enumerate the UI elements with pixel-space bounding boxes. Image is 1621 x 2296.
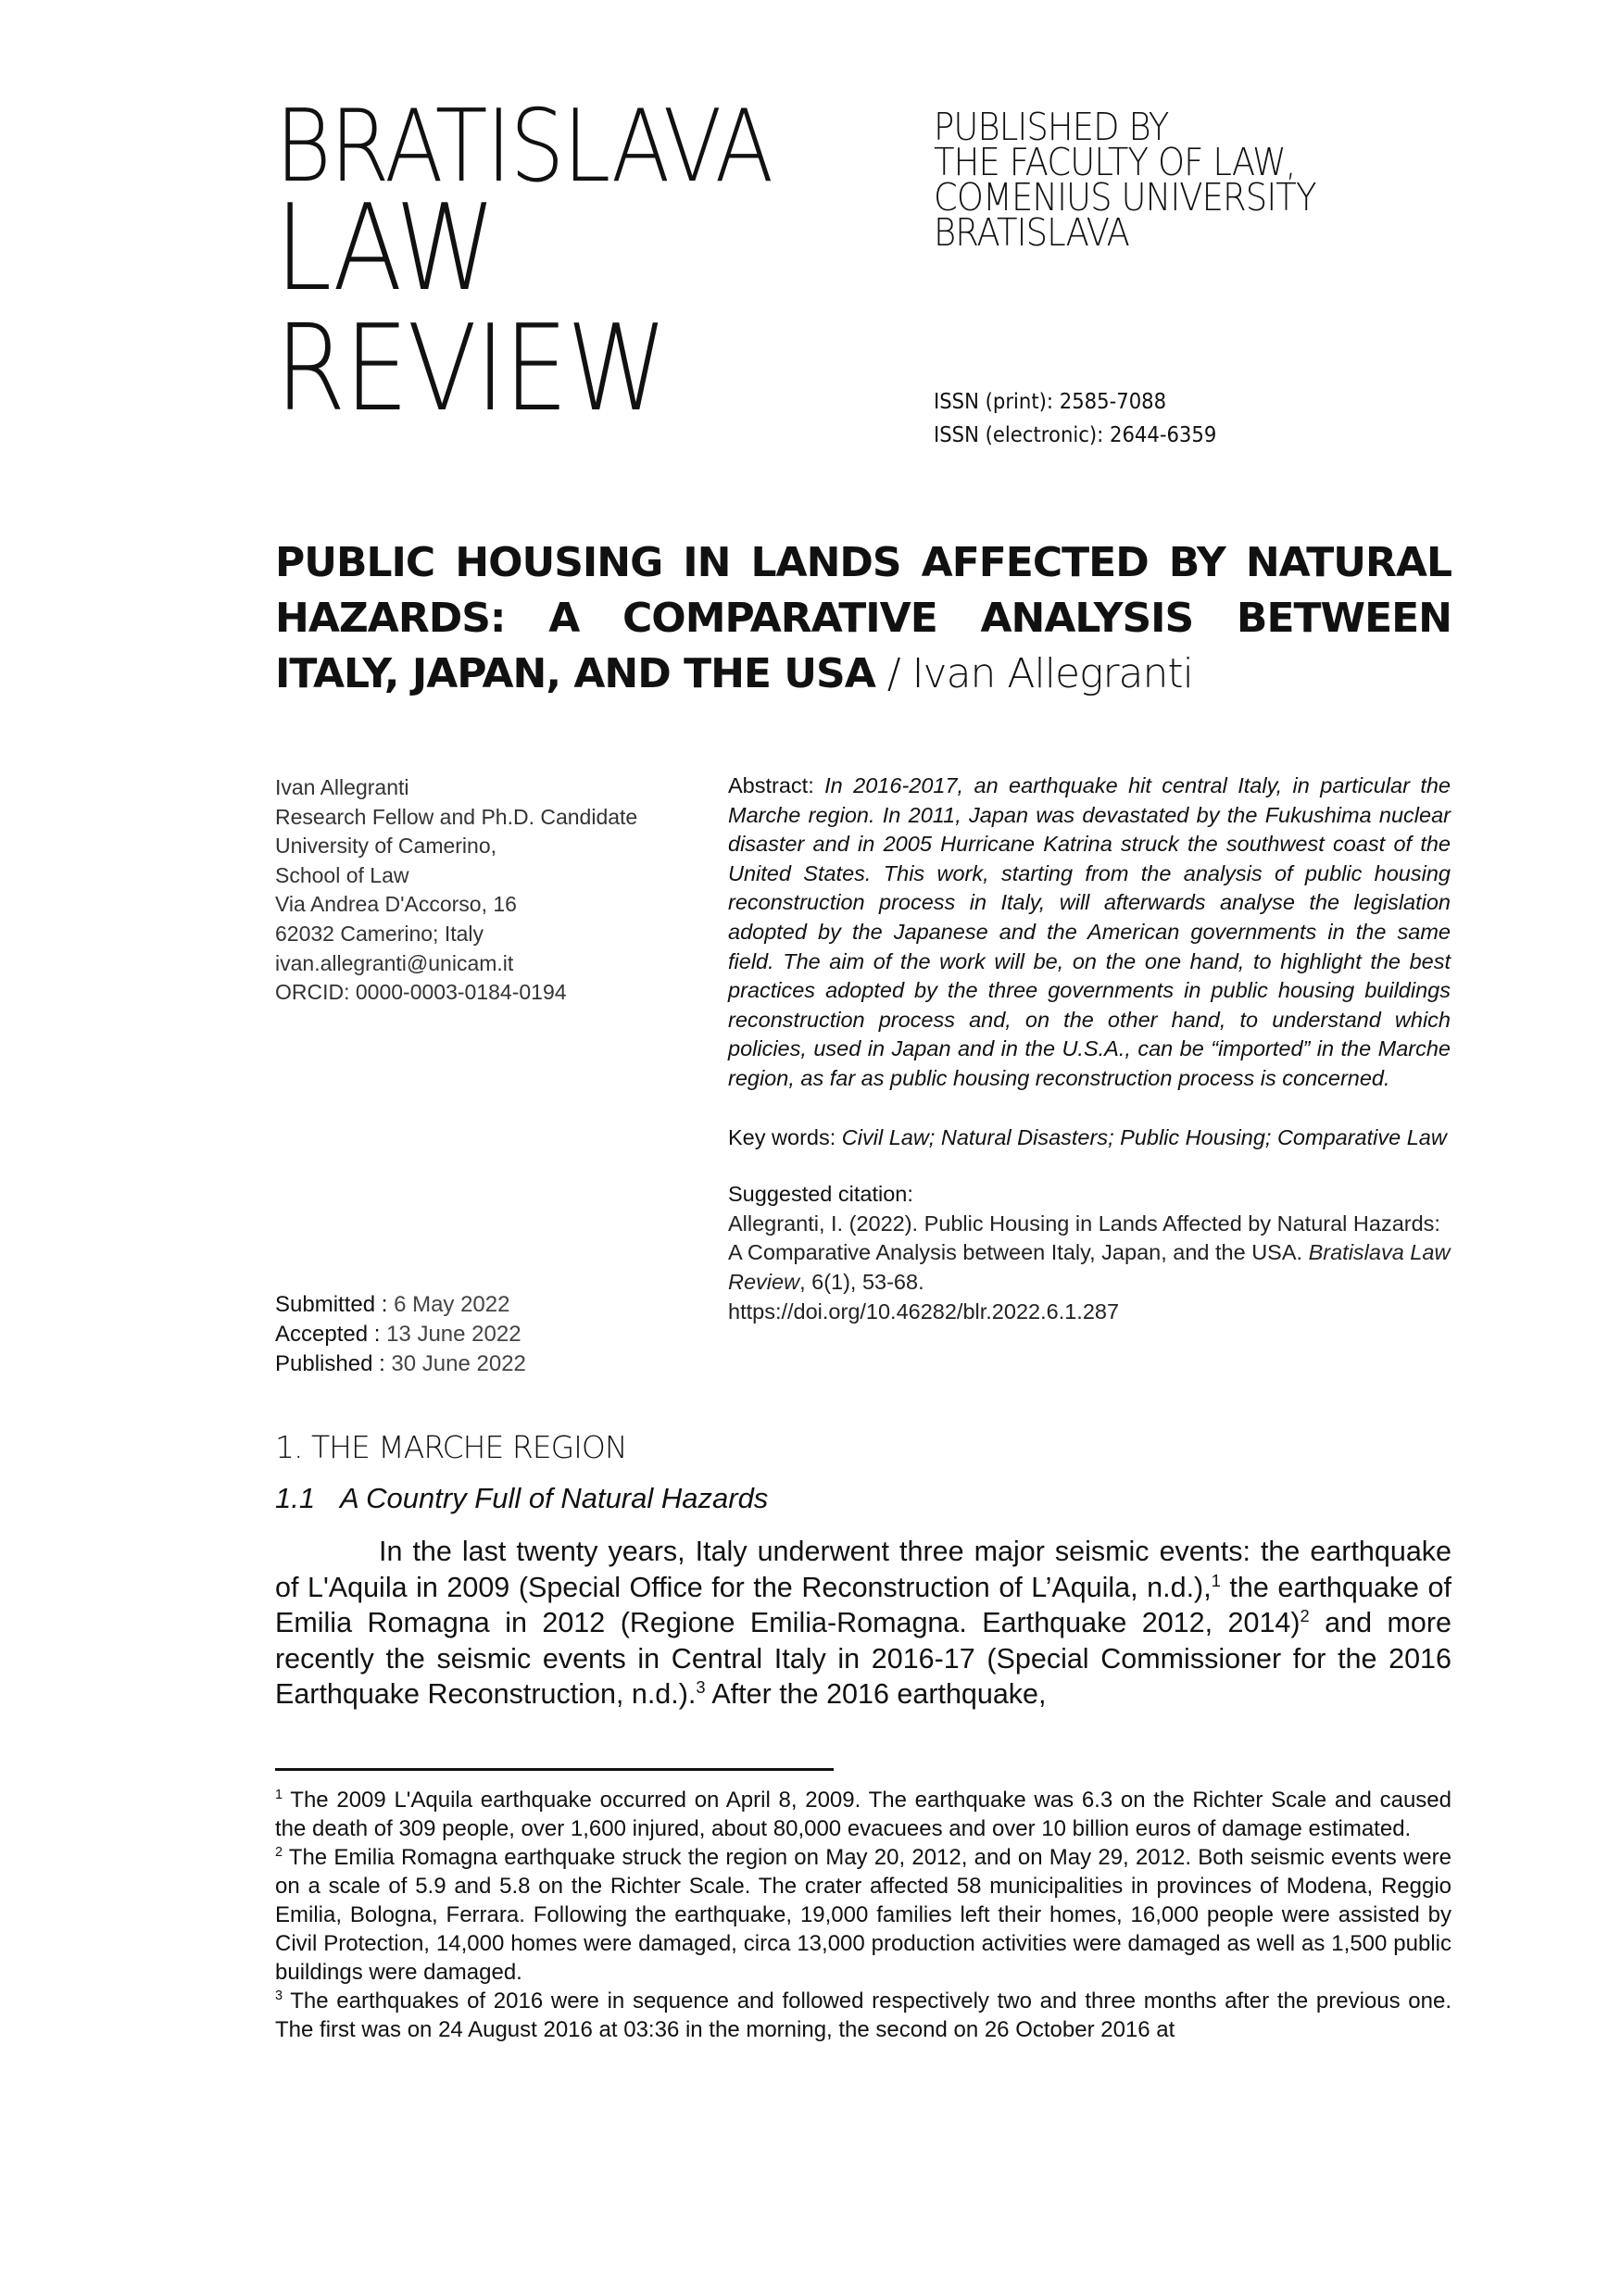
footnotes (275, 1786, 1451, 2044)
submitted-row (275, 1290, 526, 1320)
published-value: 30 June 2022 (391, 1351, 526, 1376)
publisher-line: COMENIUS UNIVERSITY (934, 175, 1316, 220)
keywords-text: Civil Law; Natural Disasters; Public Housing; Comparative Law (841, 1124, 1447, 1149)
subsection-heading (275, 1482, 768, 1515)
publisher-line: BRATISLAVA (934, 210, 1129, 255)
footnote-ref-3[interactable]: 3 (696, 1676, 706, 1697)
author-name: Ivan Allegranti (275, 775, 409, 799)
author-email[interactable]: ivan.allegranti@unicam.it (275, 950, 514, 975)
citation-volume: , 6(1), 53-68. (799, 1269, 924, 1294)
citation-doi-link[interactable]: https://doi.org/10.46282/blr.2022.6.1.287 (728, 1299, 1120, 1324)
accepted-value: 13 June 2022 (386, 1322, 521, 1347)
article-title-text: PUBLIC HOUSING IN LANDS AFFECTED BY NATURAL HAZARDS: A COMPARATIVE ANALYSIS BETWEEN ITALY, JAPAN, AND THE USA (275, 539, 1451, 697)
section-heading: 1. THE MARCHE REGION (275, 1429, 627, 1465)
issn-electronic: ISSN (electronic): 2644-6359 (934, 423, 1217, 447)
paragraph-text: After the 2016 earthquake, (705, 1678, 1047, 1710)
body-paragraph (275, 1534, 1451, 1713)
subsection-title: A Country Full of Natural Hazards (340, 1482, 769, 1514)
submitted-label: Submitted : (275, 1292, 395, 1317)
accepted-row (275, 1320, 526, 1349)
author-orcid: ORCID: 0000-0003-0184-0194 (275, 980, 567, 1005)
published-row (275, 1349, 526, 1379)
footnote-text: The earthquakes of 2016 were in sequence and followed respectively two and three months after the previous one. The first was on 24 August 2016 at 03:36 in the morning, the second on 26 October 2016 at (275, 1989, 1451, 2042)
author-university: University of Camerino, (275, 834, 497, 859)
citation-journal: Bratislava Law Review (728, 1240, 1451, 1294)
author-position: Research Fellow and Ph.D. Candidate (275, 804, 638, 829)
footnote-number: 3 (275, 1989, 283, 2003)
abstract (728, 772, 1451, 1094)
footnote-number: 2 (275, 1845, 283, 1860)
journal-name-line2: LAW (275, 180, 495, 318)
footnote-divider (275, 1768, 834, 1771)
footnote-1 (275, 1786, 1451, 1843)
journal-name-line1: BRATISLAVA (275, 89, 773, 205)
footnote-ref-1[interactable]: 1 (1211, 1570, 1221, 1590)
article-title-author: / Ivan Allegranti (874, 650, 1193, 697)
footnote-ref-2[interactable]: 2 (1300, 1605, 1310, 1625)
author-school: School of Law (275, 862, 409, 887)
footnote-text: The Emilia Romagna earthquake struck the region on May 20, 2012, and on May 29, 2012. Both seismic events were on a scale of 5.9 and 5.8 on the Richter Scale. The crater affected 58 municipalities in provinces of Modena, Reggio Emilia, Bologna, Ferrara. Following the earthquake, 19,000 families left their homes, 16,000 people were assisted by Civil Protection, 14,000 homes were damaged, circa 13,000 production activities were damaged as well as 1,500 public buildings were damaged. (275, 1845, 1451, 1985)
published-label: Published : (275, 1351, 392, 1376)
citation-label: Suggested citation: (728, 1182, 913, 1207)
paragraph-text: In the last twenty years, Italy underwent three major seismic events: the earthquake of L'Aquila in 2009 (Special Office for the Reconstruction of L’Aquila, n.d.), (275, 1536, 1451, 1603)
author-city: 62032 Camerino; Italy (275, 921, 484, 946)
abstract-text: In 2016-2017, an earthquake hit central Italy, in particular the Marche region. In 2011, Japan was devastated by the Fukushima nuclear disaster and in 2005 Hurricane Katrina struck the southwest coast of the United States. This work, starting from the analysis of public housing reconstruction process in Italy, will afterwards analyse the legislation adopted by the Japanese and the American governments in the same field. The aim of the work will be, on the one hand, to highlight the best practices adopted by the three governments in public housing buildings reconstruction process and, on the other hand, to understand which policies, used in Japan and in the U.S.A., can be “imported” in the Marche region, as far as public housing reconstruction process is concerned. (728, 773, 1451, 1090)
issn-print: ISSN (print): 2585-7088 (934, 390, 1167, 414)
publisher-line: PUBLISHED BY (934, 105, 1169, 149)
author-street: Via Andrea D'Accorso, 16 (275, 892, 517, 917)
subsection-number: 1.1 (275, 1482, 316, 1514)
publisher-line: THE FACULTY OF LAW, (934, 140, 1296, 184)
submission-dates (275, 1290, 526, 1379)
paragraph-text: and more recently the seismic events in Central Italy in 2016-17 (Special Commissioner for the 2016 Earthquake Reconstruction, n.d.). (275, 1607, 1451, 1710)
footnote-text: The 2009 L'Aquila earthquake occurred on April 8, 2009. The earthquake was 6.3 on the Richter Scale and caused the death of 309 people, over 1,600 injured, about 80,000 evacuees and over 10 billion euros of damage estimated. (275, 1788, 1451, 1841)
footnote-2 (275, 1843, 1451, 1987)
submitted-value: 6 May 2022 (394, 1292, 510, 1317)
keywords-label: Key words: (728, 1124, 842, 1149)
paragraph-text: the earthquake of Emilia Romagna in 2012 (Regione Emilia-Romagna. Earthquake 2012, 2014) (275, 1571, 1451, 1638)
footnote-3 (275, 1987, 1451, 2044)
journal-name-line3: REVIEW (275, 300, 666, 438)
suggested-citation (728, 1180, 1451, 1326)
footnote-number: 1 (275, 1788, 283, 1802)
author-affiliation (275, 773, 701, 1008)
accepted-label: Accepted : (275, 1322, 387, 1347)
citation-text: Allegranti, I. (2022). Public Housing in Lands Affected by Natural Hazards: A Comparative Analysis between Italy, Japan, and the USA. (728, 1211, 1440, 1265)
abstract-column (728, 772, 1451, 1326)
article-title (275, 535, 1451, 702)
publisher-block (934, 105, 1358, 255)
issn-block (934, 385, 1241, 452)
keywords (728, 1123, 1451, 1153)
abstract-label: Abstract: (728, 773, 825, 797)
